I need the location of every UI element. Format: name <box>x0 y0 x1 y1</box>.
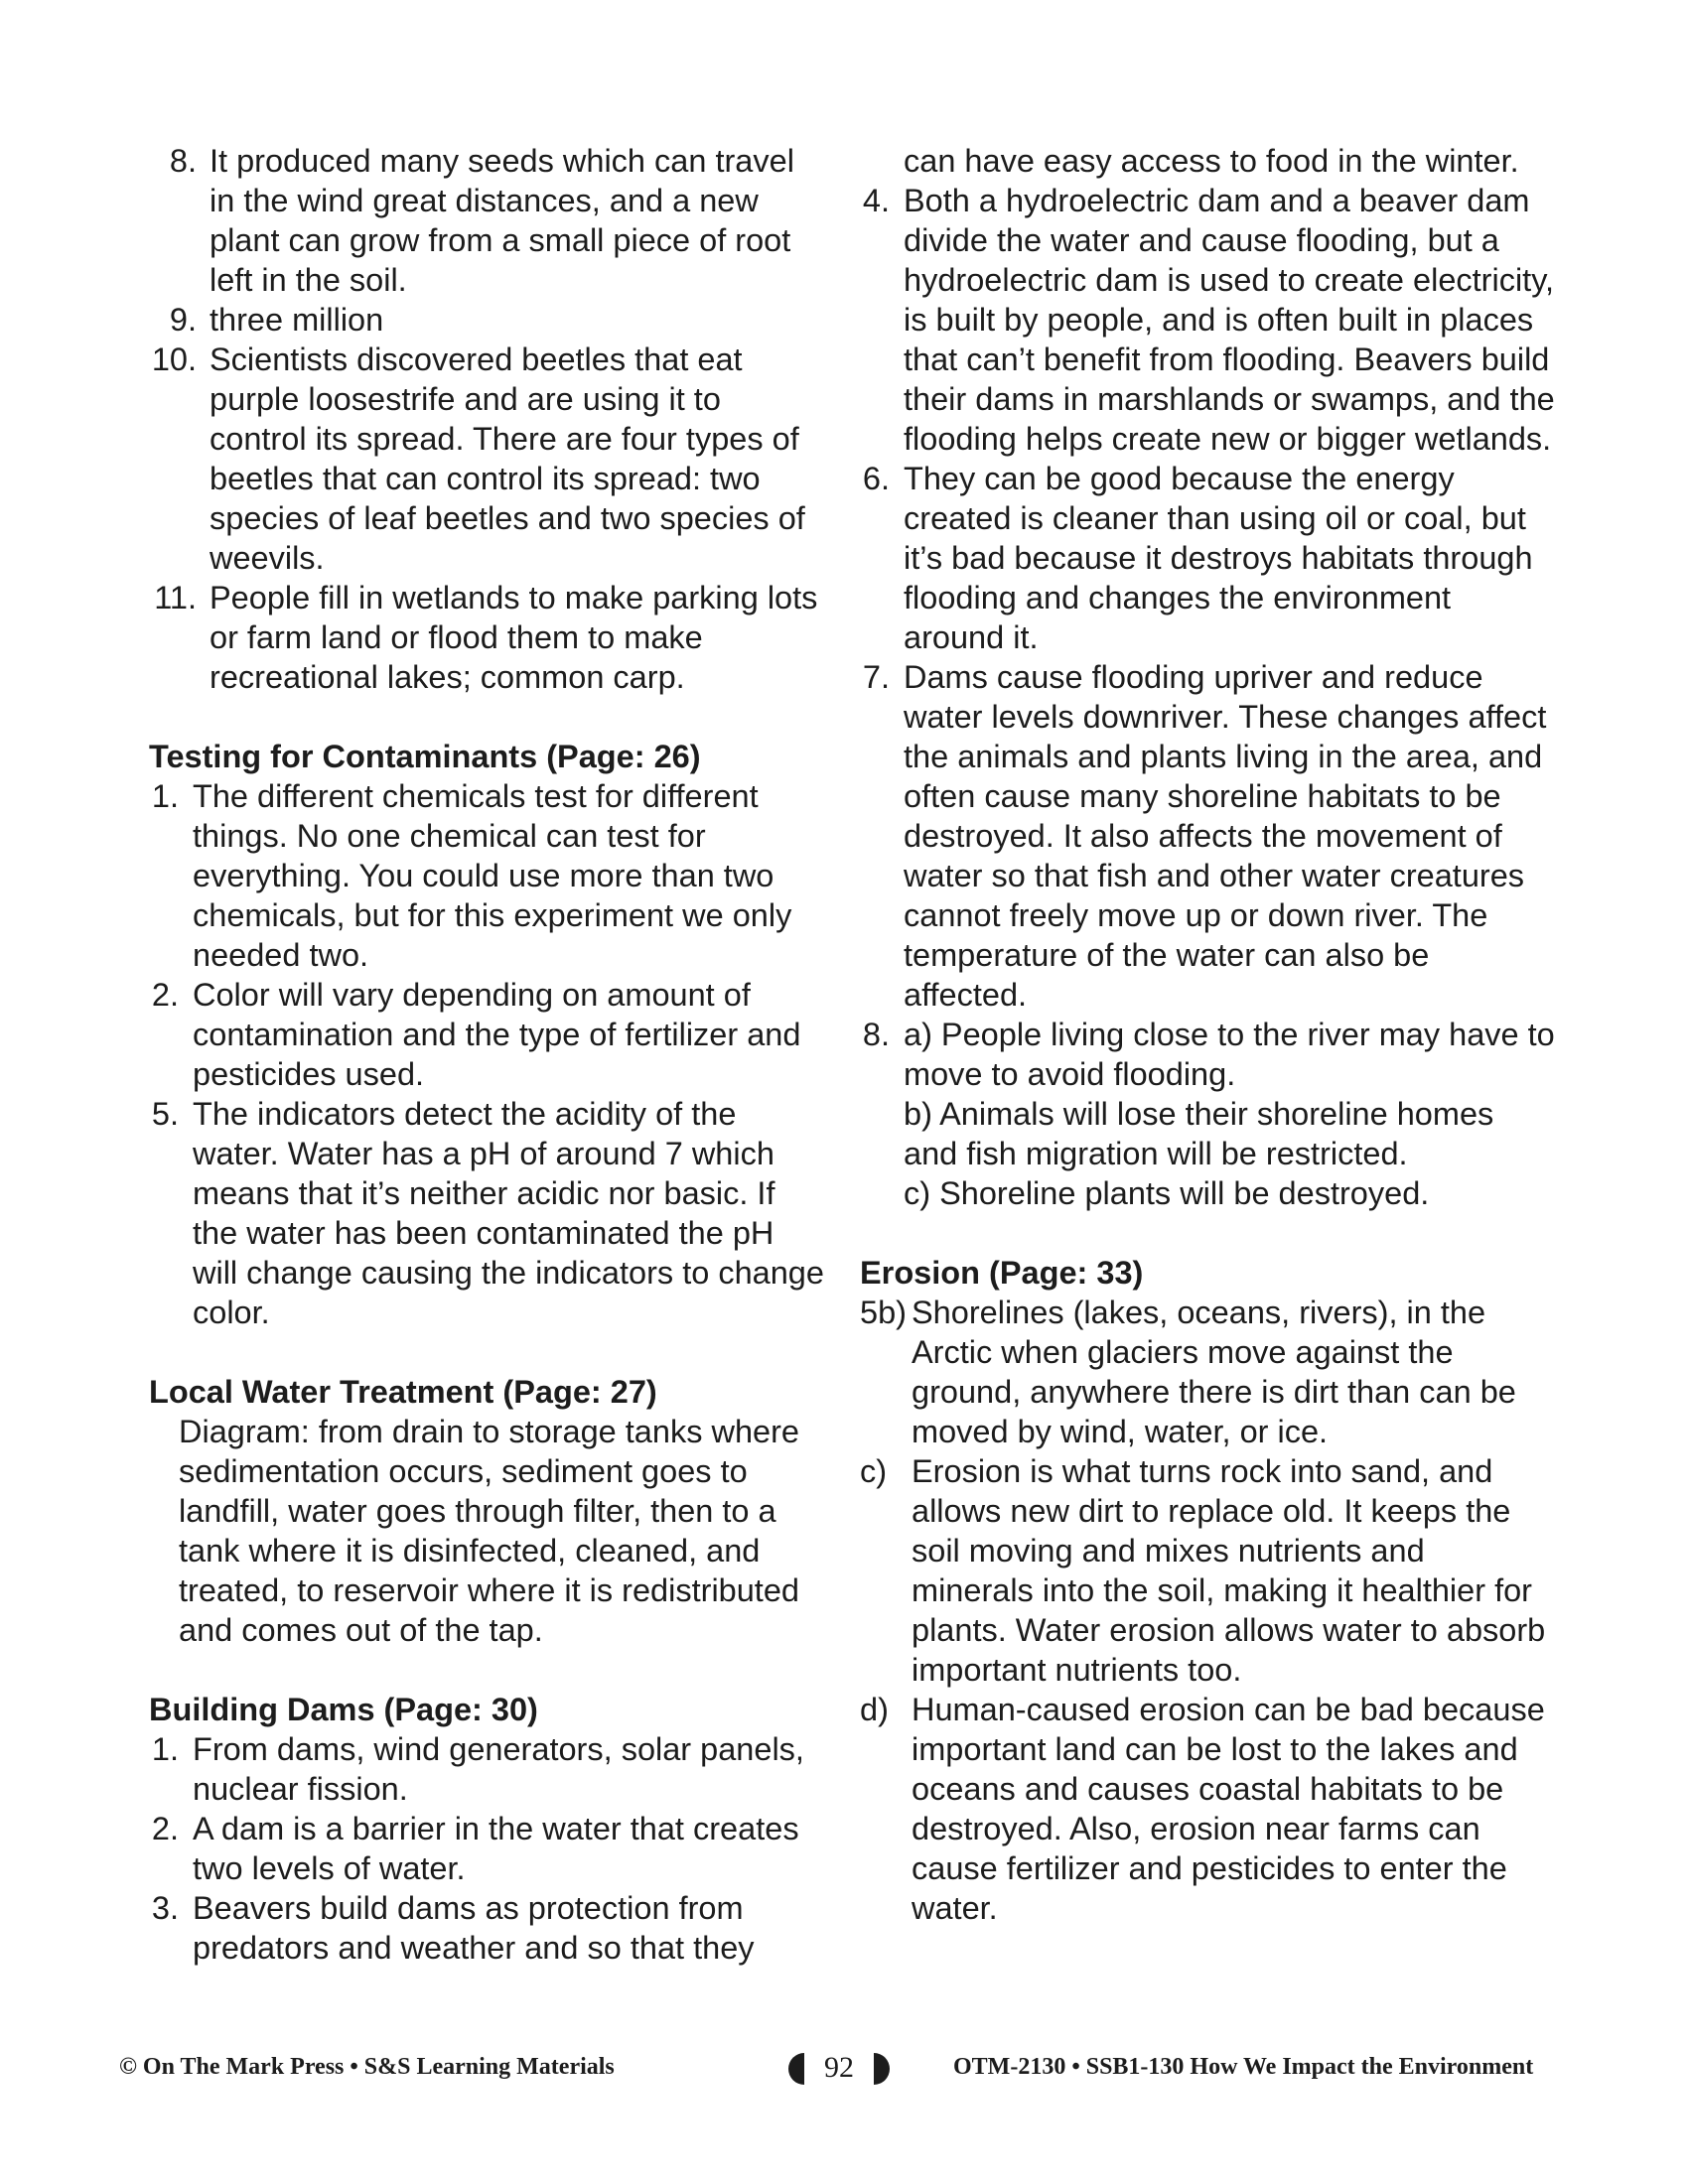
item-number: 10. <box>151 341 197 377</box>
item-text: Dams cause flooding upriver and reduce water levels downriver. These changes affect the animals and plants living in the area, and often cause many shoreline habitats to be destroyed. It also affects the movement of water so that fish and other water creatures cannot freely move up or down river. The temperature of the water can also be affected. <box>904 659 1547 1013</box>
item-text: It produced many seeds which can travel in the wind great distances, and a new plant can grow from a small piece of root left in the soil. <box>210 143 794 298</box>
list-item <box>860 1015 1555 1213</box>
dams-answer-list <box>149 1729 824 1968</box>
list-item <box>860 459 1555 657</box>
list-item <box>149 1094 824 1332</box>
sub-answer-a: a) People living close to the river may have to move to avoid flooding. <box>904 1017 1555 1092</box>
water-treatment-paragraph: Diagram: from drain to storage tanks where sedimentation occurs, sediment goes to landfill, water goes through filter, then to a tank where it is disinfected, cleaned, and treated, to reservoir where it is redistributed and comes out of the tap. <box>179 1414 799 1648</box>
item-text: A dam is a barrier in the water that creates two levels of water. <box>193 1811 799 1886</box>
item-text: Color will vary depending on amount of contamination and the type of fertilizer and pesticides used. <box>193 977 801 1092</box>
footer-book-title: OTM-2130 • SSB1-130 How We Impact the Environment <box>953 2054 1534 2080</box>
list-item <box>149 1729 824 1809</box>
item-number: 8. <box>862 1017 890 1052</box>
item-number: 7. <box>862 659 890 695</box>
page-number-badge <box>784 2049 894 2085</box>
item-text: three million <box>210 302 384 338</box>
item-text: They can be good because the energy created is cleaner than using oil or coal, but it’s bad because it destroys habitats through flooding and changes the environment around it. <box>904 461 1533 655</box>
list-item <box>149 141 824 300</box>
item-number: 3. <box>151 1890 179 1926</box>
dams-answer-list-continued <box>860 141 1555 1213</box>
list-item <box>149 776 824 975</box>
item-text: Scientists discovered beetles that eat purple loosestrife and are using it to control its spread. There are four types of beetles that can control its spread: two species of leaf beetles and two species of weevils. <box>210 341 805 576</box>
item-number: 5b) <box>860 1295 907 1330</box>
item-text: Erosion is what turns rock into sand, and allows new dirt to replace old. It keeps the soil moving and mixes nutrients and minerals into the soil, making it healthier for plants. Water erosion allows water to absorb important nutrients too. <box>912 1453 1546 1688</box>
list-item <box>860 1690 1555 1928</box>
section-heading-water-treatment: Local Water Treatment (Page: 27) <box>149 1374 657 1410</box>
list-item <box>860 1451 1555 1690</box>
item-number: 4. <box>862 183 890 218</box>
item-text: People fill in wetlands to make parking lots or farm land or flood them to make recreational lakes; common carp. <box>210 580 818 695</box>
section-heading-contaminants: Testing for Contaminants (Page: 26) <box>149 739 701 774</box>
item-number: c) <box>860 1453 888 1489</box>
footer-publisher: © On The Mark Press • S&S Learning Materials <box>119 2054 615 2080</box>
sub-answer-b: b) Animals will lose their shoreline homes and fish migration will be restricted. <box>904 1096 1494 1171</box>
list-item <box>149 1888 824 1968</box>
item-number: 2. <box>151 977 179 1013</box>
list-item <box>149 300 824 340</box>
page-number: 92 <box>824 2051 854 2084</box>
erosion-answer-list <box>860 1293 1555 1928</box>
list-item <box>860 181 1555 459</box>
list-item <box>149 975 824 1094</box>
item-number: 11. <box>154 580 197 615</box>
item-text: The indicators detect the acidity of the water. Water has a pH of around 7 which means that it’s neither acidic nor basic. If the water has been contaminated the pH will change causing the indicators to change color. <box>193 1096 824 1330</box>
list-item <box>860 1293 1555 1451</box>
answer-list-continued <box>149 141 824 697</box>
item-text: From dams, wind generators, solar panels, nuclear fission. <box>193 1731 804 1807</box>
list-item <box>149 578 824 697</box>
list-item <box>860 657 1555 1015</box>
item-text: The different chemicals test for different things. No one chemical can test for everything. You could use more than two chemicals, but for this experiment we only needed two. <box>193 778 792 973</box>
left-column <box>149 141 824 1968</box>
list-item-continuation <box>860 141 1555 181</box>
item-number: 1. <box>151 1731 179 1767</box>
item-text: Human-caused erosion can be bad because important land can be lost to the lakes and oceans and causes coastal habitats to be destroyed. Also, erosion near farms can cause fertilizer and pesticides to enter the water. <box>912 1692 1545 1926</box>
item-number: 2. <box>151 1811 179 1846</box>
item-text: Both a hydroelectric dam and a beaver dam divide the water and cause flooding, but a hydroelectric dam is used to create electricity, is built by people, and is often built in places that can’t benefit from flooding. Beavers build their dams in marshlands or swamps, and the flooding helps create new or bigger wetlands. <box>904 183 1555 457</box>
item-number: 5. <box>151 1096 179 1132</box>
item-text: Beavers build dams as protection from predators and weather and so that they <box>193 1890 755 1966</box>
contaminants-answer-list <box>149 776 824 1332</box>
section-heading-dams: Building Dams (Page: 30) <box>149 1692 538 1727</box>
list-item <box>149 340 824 578</box>
item-number: 1. <box>151 778 179 814</box>
item-number: 8. <box>169 143 197 179</box>
list-item <box>149 1809 824 1888</box>
item-text: can have easy access to food in the winter. <box>904 143 1519 179</box>
item-number: 9. <box>169 302 197 338</box>
right-column <box>860 141 1555 1928</box>
sub-answer-c: c) Shoreline plants will be destroyed. <box>904 1175 1430 1211</box>
item-number: 6. <box>862 461 890 496</box>
section-heading-erosion: Erosion (Page: 33) <box>860 1255 1144 1291</box>
item-number: d) <box>860 1692 889 1727</box>
page-footer <box>0 2049 1688 2089</box>
item-text: Shorelines (lakes, oceans, rivers), in the Arctic when glaciers move against the ground, anywhere there is dirt than can be moved by wind, water, or ice. <box>912 1295 1516 1449</box>
